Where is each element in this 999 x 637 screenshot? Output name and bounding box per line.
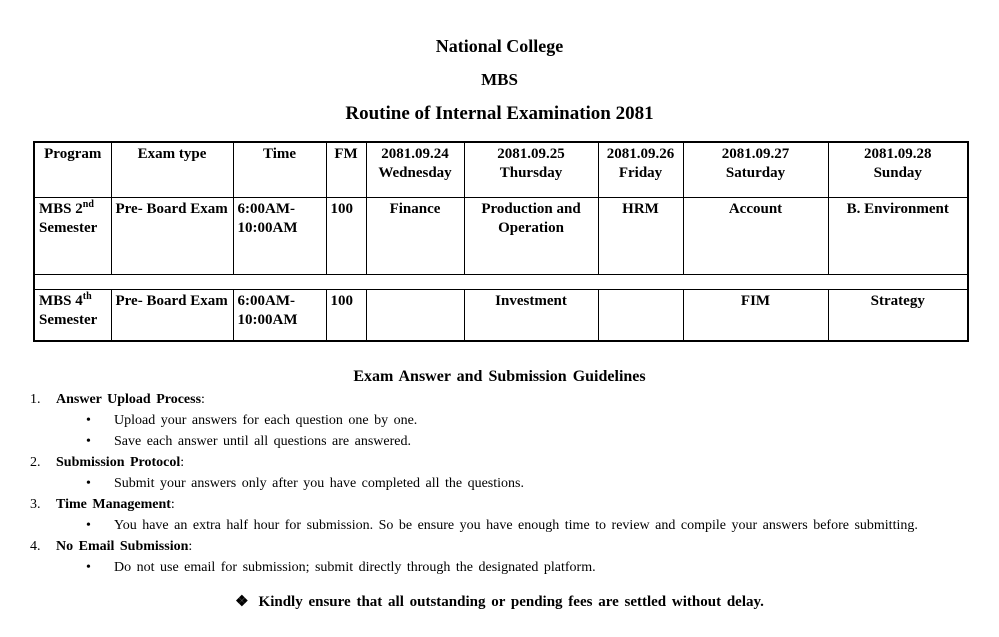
item-heading-colon: :: [188, 539, 193, 554]
cell-program: [34, 289, 111, 341]
bullet-text: Upload your answers for each question one by one.: [114, 413, 418, 428]
cell-subject: [366, 289, 464, 341]
day-label: Friday: [618, 165, 663, 182]
col-header-date-friday: [598, 142, 683, 197]
table-row-mbs-2nd: [34, 197, 968, 274]
cell-time: 6:00AM-10:00AM: [233, 289, 326, 341]
bullet-icon: •: [86, 518, 91, 533]
spacer-cell: [34, 274, 968, 289]
item-heading: Submission Protocol: [56, 455, 181, 470]
cell-program: [34, 197, 111, 274]
date-label: 2081.09.24: [381, 146, 449, 162]
cell-subject: FIM: [683, 289, 828, 341]
program-text: Semester: [39, 311, 98, 328]
col-header-fm: FM: [326, 142, 366, 197]
table-row-mbs-4th: [34, 289, 968, 341]
item-heading: Time Management: [56, 497, 171, 512]
col-header-program: Program: [34, 142, 111, 197]
ordinal-suffix: th: [82, 290, 92, 302]
bullet-icon: •: [86, 476, 91, 491]
guideline-item-3-heading: [0, 494, 977, 515]
routine-title: Routine of Internal Examination 2081: [345, 103, 654, 124]
cell-fm: 100: [326, 197, 366, 274]
guideline-bullet: [0, 557, 977, 578]
item-heading-colon: :: [180, 455, 185, 470]
col-header-date-saturday: [683, 142, 828, 197]
guideline-bullet: [0, 473, 977, 494]
cell-subject: HRM: [598, 197, 683, 274]
ordinal-suffix: nd: [82, 198, 94, 210]
col-header-date-sunday: [828, 142, 968, 197]
cell-subject: Finance: [366, 197, 464, 274]
bullet-icon: •: [86, 560, 91, 575]
program-text: MBS 2: [39, 200, 83, 217]
guideline-bullet: [0, 515, 977, 536]
exam-routine-table: [33, 141, 969, 342]
cell-subject: [598, 289, 683, 341]
program-title: MBS: [481, 70, 518, 89]
item-heading-colon: :: [170, 497, 175, 512]
guidelines-title: Exam Answer and Submission Guidelines: [353, 368, 646, 385]
day-label: Thursday: [499, 165, 563, 182]
bullet-text: Do not use email for submission; submit directly through the designated platform.: [114, 560, 596, 575]
cell-exam-type: Pre- Board Exam: [111, 289, 233, 341]
item-heading-colon: :: [201, 392, 205, 407]
guideline-bullet: [0, 410, 977, 431]
bullet-icon: •: [86, 434, 91, 449]
cell-exam-type: Pre- Board Exam: [111, 197, 233, 274]
fees-notice-text: Kindly ensure that all outstanding or pending fees are settled without delay.: [258, 594, 764, 610]
diamond-bullet-icon: ❖: [235, 594, 249, 610]
item-heading: Answer Upload Process: [56, 392, 202, 407]
guideline-item-4-heading: [0, 536, 977, 557]
date-label: 2081.09.25: [497, 146, 565, 162]
guideline-bullet: [0, 431, 977, 452]
bullet-text: Submit your answers only after you have completed all the questions.: [114, 476, 524, 491]
cell-time: 6:00AM-10:00AM: [233, 197, 326, 274]
item-number: 3.: [30, 497, 41, 512]
table-header-row: [34, 142, 968, 197]
date-label: 2081.09.26: [606, 146, 675, 162]
cell-subject: Production and Operation: [464, 197, 598, 274]
cell-subject: B. Environment: [828, 197, 968, 274]
cell-subject: Investment: [464, 289, 598, 341]
cell-subject: Strategy: [828, 289, 968, 341]
program-text: MBS 4: [39, 292, 83, 309]
guideline-item-1-heading: [0, 389, 977, 410]
col-header-date-wednesday: [366, 142, 464, 197]
spacer-row: [34, 274, 968, 289]
item-number: 4.: [30, 539, 41, 554]
day-label: Saturday: [725, 165, 786, 182]
bullet-text: You have an extra half hour for submission. So be ensure you have enough time to review and compile your answers before submitting.: [114, 518, 918, 533]
item-number: 2.: [30, 455, 41, 470]
date-label: 2081.09.28: [864, 146, 932, 162]
cell-subject: Account: [683, 197, 828, 274]
col-header-exam-type: Exam type: [111, 142, 233, 197]
day-label: Wednesday: [378, 165, 452, 182]
day-label: Sunday: [873, 165, 922, 182]
col-header-date-thursday: [464, 142, 598, 197]
college-title: National College: [435, 36, 564, 56]
program-text: Semester: [39, 219, 98, 236]
bullet-text: Save each answer until all questions are answered.: [114, 434, 412, 449]
bullet-icon: •: [86, 413, 91, 428]
item-number: 1.: [30, 392, 41, 407]
col-header-time: Time: [233, 142, 326, 197]
date-label: 2081.09.27: [721, 146, 790, 162]
guidelines-list: [0, 389, 999, 578]
guideline-item-2-heading: [0, 452, 977, 473]
cell-fm: 100: [326, 289, 366, 341]
item-heading: No Email Submission: [56, 539, 189, 554]
fees-notice: [0, 592, 999, 611]
